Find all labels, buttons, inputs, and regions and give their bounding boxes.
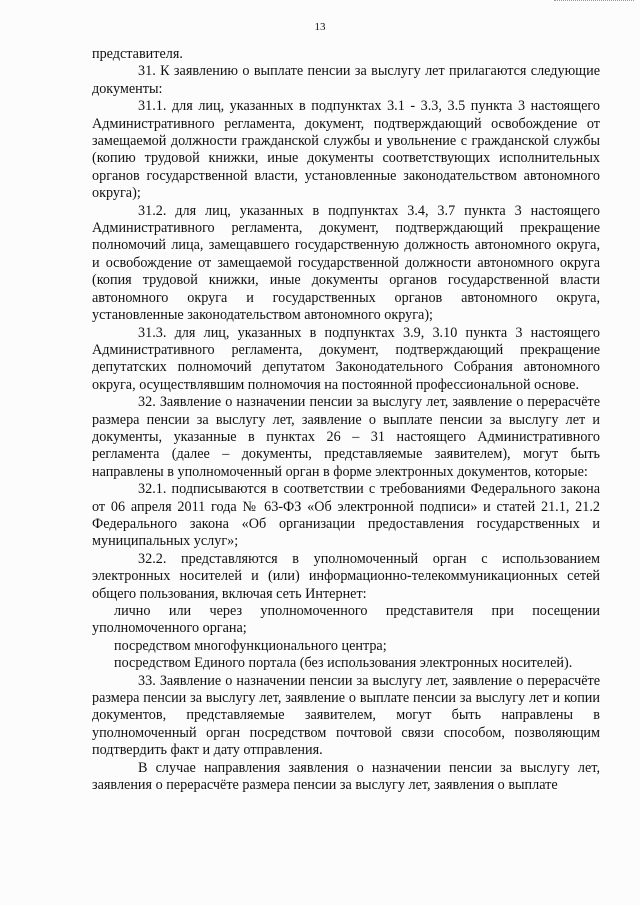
paragraph: посредством многофункционального центра; (114, 637, 387, 654)
paragraph: 32.2. представляются в уполномоченный орган с использованием электронных носителей и (или) информационно-телекоммуникационных сетей общего пользования, включая сеть Интернет: (92, 550, 600, 602)
page-number: 13 (314, 21, 326, 33)
scan-corner-mark (554, 0, 634, 5)
paragraph: 31. К заявлению о выплате пенсии за выслугу лет прилагаются следующие документы: (92, 63, 600, 97)
paragraph: 32.1. подписываются в соответствии с требованиями Федерального закона от 06 апреля 2011 года № 63-ФЗ «Об электронной подписи» и статей 21.1, 21.2 Федерального закона «Об организации предоставления государственных и муниципальных услуг»; (92, 481, 600, 550)
paragraph: 33. Заявление о назначении пенсии за выслугу лет, заявление о перерасчёте размера пенсии за выслугу лет, заявление о выплате пенсии за выслугу лет и копии документов, представляемые заявителем, могут быть направлены в уполномоченный орган посредством почтовой связи способом, позволяющим подтвердить факт и дату отправления. (92, 672, 600, 759)
paragraph: 31.1. для лиц, указанных в подпунктах 3.1 - 3.3, 3.5 пункта 3 настоящего Административного регламента, документ, подтверждающий освобождение от замещаемой должности гражданской службы и увольнение с гражданской службы (копию трудовой книжки, иные документы соответствующих исполнительных органов государственной власти, установленные законодательством автономного округа); (92, 98, 600, 202)
document-body (92, 46, 600, 794)
paragraph: лично или через уполномоченного представителя при посещении уполномоченного органа; (92, 603, 600, 637)
paragraph: представителя. (92, 46, 183, 62)
paragraph: В случае направления заявления о назначении пенсии за выслугу лет, заявления о перерасчёте размера пенсии за выслугу лет, заявления о выплате (92, 759, 600, 794)
paragraph: посредством Единого портала (без использования электронных носителей). (114, 655, 573, 672)
paragraph: 32. Заявление о назначении пенсии за выслугу лет, заявление о перерасчёте размера пенсии за выслугу лет, заявление о выплате пенсии за выслугу лет и документы, указанные в пунктах 26 – 31 настоящего Административного регламента (далее – документы, представляемые заявителем), могут быть направлены в уполномоченный орган в форме электронных документов, которые: (92, 394, 600, 480)
paragraph: 31.2. для лиц, указанных в подпунктах 3.4, 3.7 пункта 3 настоящего Административного регламента, документ, подтверждающий прекращение полномочий лица, замещавшего государственную должность автономного округа, и освобождение от замещаемой государственной должности автономного округа (копия трудовой книжки, иные документы органов государственной власти автономного округа и государственных органов автономного округа, установленные законодательством автономного округа); (92, 202, 600, 324)
paragraph: 31.3. для лиц, указанных в подпунктах 3.9, 3.10 пункта 3 настоящего Административного регламента, документ, подтверждающий прекращение депутатских полномочий депутатом Законодательного Собрания автономного округа, осуществлявшим полномочия на постоянной профессиональной основе. (92, 324, 600, 393)
